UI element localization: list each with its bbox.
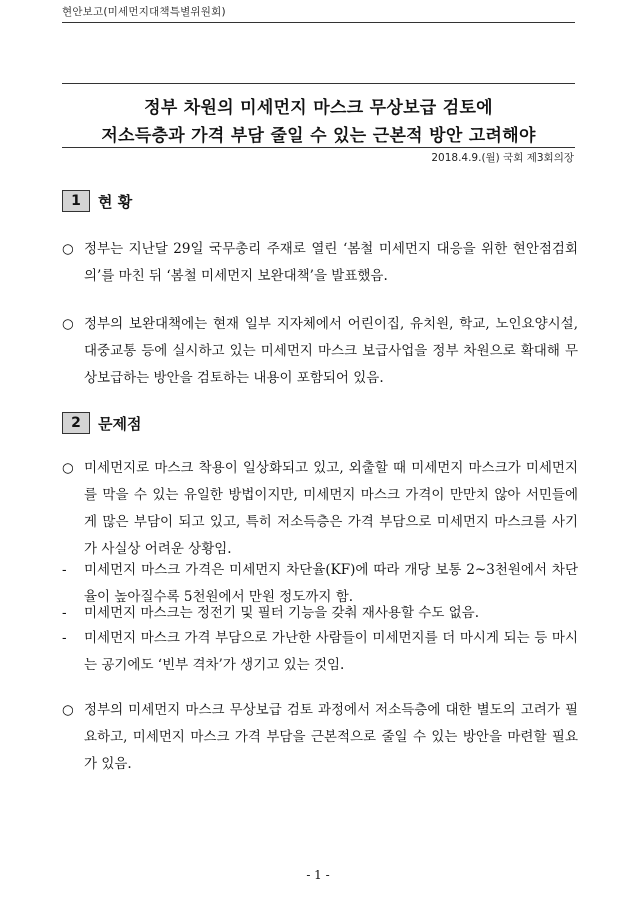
paragraph-text: 정부의 보완대책에는 현재 일부 지자체에서 어린이집, 유치원, 학교, 노인요양시설, 대중교통 등에 실시하고 있는 미세먼지 마스크 보급사업을 정부 차원으로 확대해 무상보급하는 방안을 검토하는 내용이 포함되어 있음. — [84, 316, 578, 386]
paragraph-text: 미세먼지 마스크 가격은 미세먼지 차단율(KF)에 따라 개당 보통 2~3천원에서 차단율이 높아질수록 5천원에서 만원 정도까지 함. — [84, 562, 578, 605]
dash-marker: - — [62, 630, 67, 646]
bullet-marker: ○ — [62, 316, 74, 332]
page-title-line-2: 저소득층과 가격 부담 줄일 수 있는 근본적 방안 고려해야 — [101, 126, 536, 146]
dateline: 2018.4.9.(월) 국회 제3회의장 — [431, 152, 574, 164]
paragraph — [62, 697, 578, 778]
page-title-line-1: 정부 차원의 미세먼지 마스크 무상보급 검토에 — [144, 98, 493, 118]
paragraph-text: 미세먼지 마스크 가격 부담으로 가난한 사람들이 미세먼지를 더 마시게 되는 등 마시는 공기에도 ‘빈부 격차’가 생기고 있는 것임. — [84, 630, 578, 673]
section-heading-1 — [62, 190, 132, 212]
paragraph-text: 정부의 미세먼지 마스크 무상보급 검토 과정에서 저소득층에 대한 별도의 고려가 필요하고, 미세먼지 마스크 가격 부담을 근본적으로 줄일 수 있는 방안을 마련할 필요가 있음. — [84, 702, 578, 772]
paragraph-text: 미세먼지 마스크는 정전기 및 필터 기능을 갖춰 재사용할 수도 없음. — [84, 605, 480, 621]
sub-paragraph — [62, 625, 578, 679]
section-title: 문제점 — [98, 414, 142, 433]
section-number-badge: 2 — [62, 412, 90, 434]
bullet-marker: ○ — [62, 241, 74, 257]
paragraph-text: 정부는 지난달 29일 국무총리 주재로 열린 ‘봄철 미세먼지 대응을 위한 현안점검회의’를 마친 뒤 ‘봄철 미세먼지 보완대책’을 발표했음. — [84, 241, 578, 284]
page-number: - 1 - — [306, 868, 330, 882]
paragraph — [62, 236, 578, 290]
section-number-badge: 1 — [62, 190, 90, 212]
paragraph — [62, 311, 578, 392]
dash-marker: - — [62, 562, 67, 578]
paragraph-text: 미세먼지로 마스크 착용이 일상화되고 있고, 외출할 때 미세먼지 마스크가 미세먼지를 막을 수 있는 유일한 방법이지만, 미세먼지 마스크 가격이 만만치 않아 서민들에게 많은 부담이 되고 있고, 특히 저소득층은 가격 부담으로 미세먼지 마스크를 사기가 사실상 어려운 상황임. — [84, 460, 578, 557]
dash-marker: - — [62, 605, 67, 621]
header-rule — [62, 22, 575, 23]
section-heading-2 — [62, 412, 141, 434]
bullet-marker: ○ — [62, 702, 74, 718]
sub-paragraph — [62, 600, 578, 627]
title-top-rule — [62, 83, 575, 84]
paragraph — [62, 455, 578, 563]
report-header: 현안보고(미세먼지대책특별위원회) — [62, 6, 226, 18]
title-bottom-rule — [62, 147, 575, 148]
bullet-marker: ○ — [62, 460, 74, 476]
section-title: 현 황 — [98, 192, 133, 211]
